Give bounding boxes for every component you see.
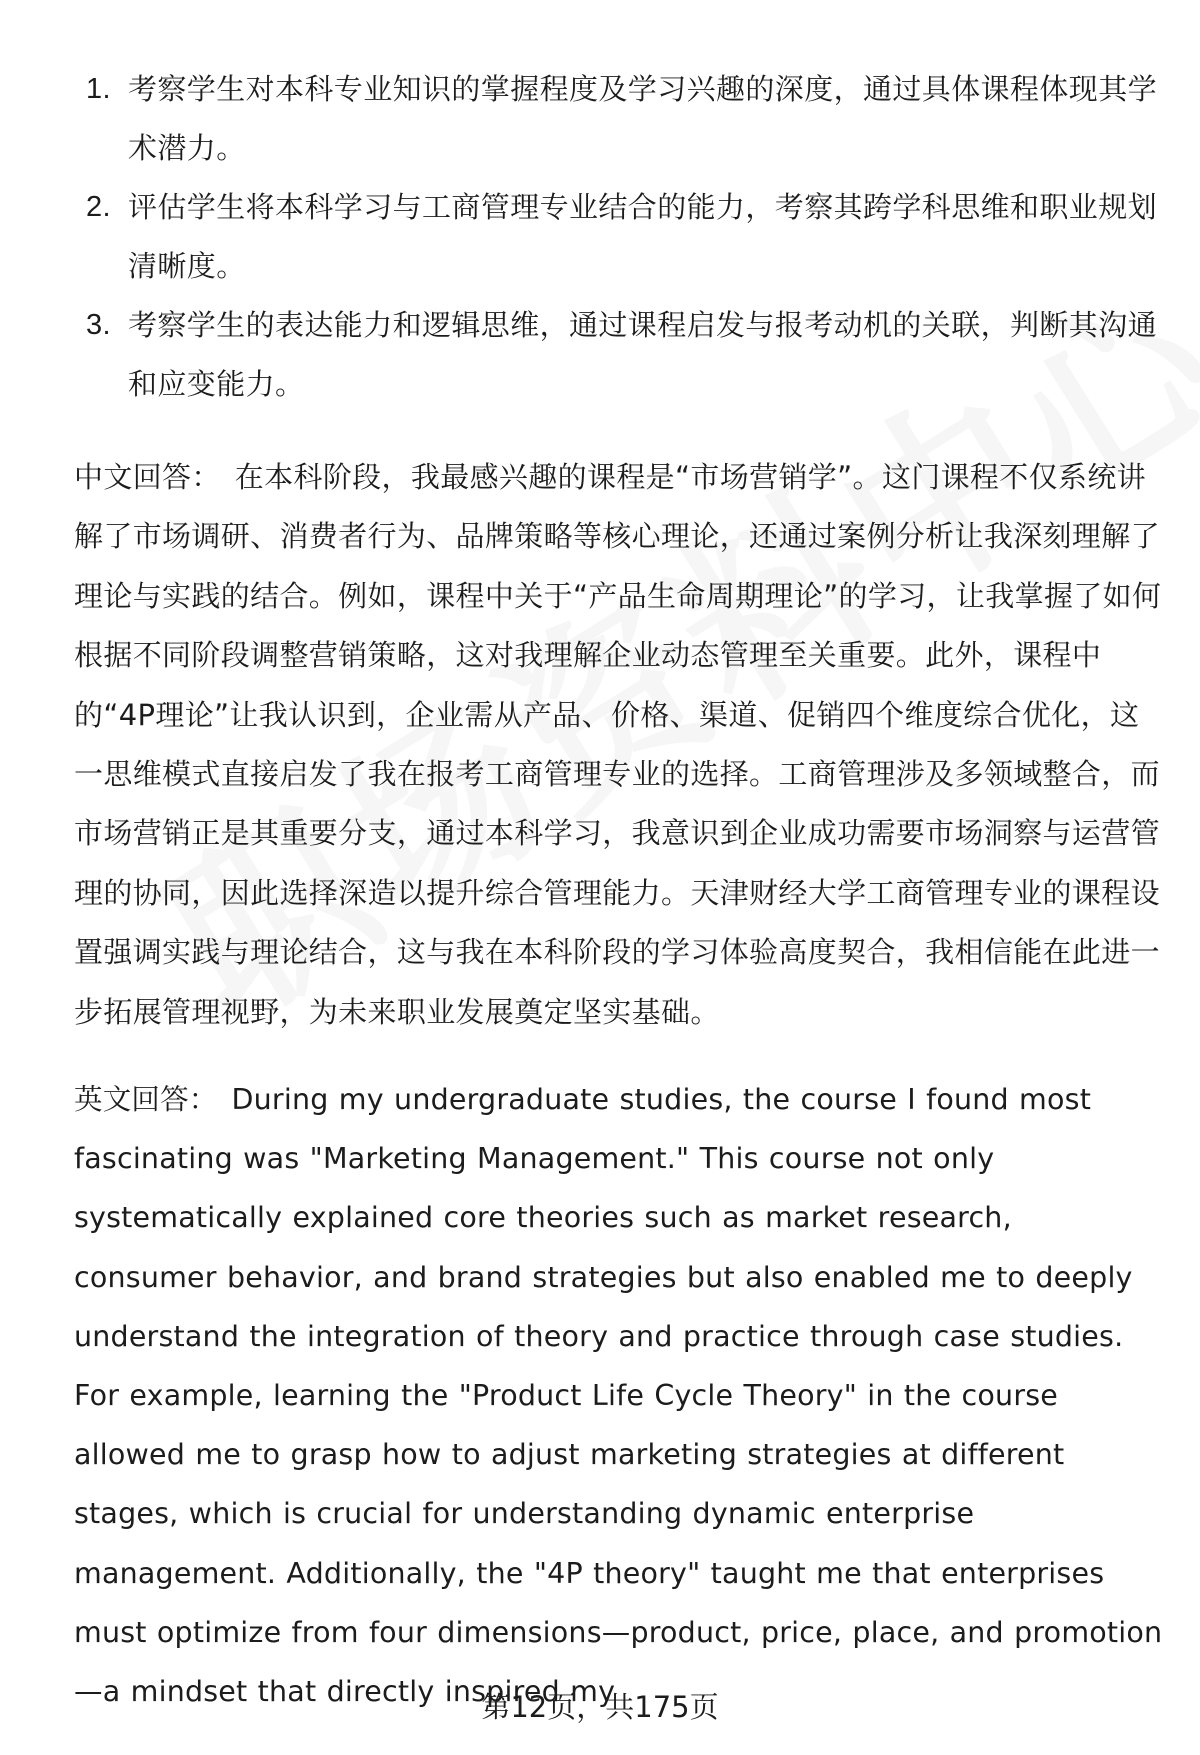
chinese-answer-label: 中文回答： [74,460,221,494]
list-item-number: 3. [86,309,111,341]
list-item-number: 1. [86,73,111,105]
chinese-answer-text: 在本科阶段，我最感兴趣的课程是“市场营销学”。这门课程不仅系统讲解了市场调研、消费者行为、品牌策略等核心理论，还通过案例分析让我深刻理解了理论与实践的结合。例如，课程中关于“产品生命周期理论”的学习，让我掌握了如何根据不同阶段调整营销策略，这对我理解企业动态管理至关重要。此外，课程中的“4P理论”让我认识到，企业需从产品、价格、渠道、促销四个维度综合优化，这一思维模式直接启发了我在报考工商管理专业的选择。工商管理涉及多领域整合，而市场营销正是其重要分支，通过本科学习，我意识到企业成功需要市场洞察与运营管理的协同，因此选择深造以提升综合管理能力。天津财经大学工商管理专业的课程设置强调实践与理论结合，这与我在本科阶段的学习体验高度契合，我相信能在此进一步拓展管理视野，为未来职业发展奠定坚实基础。 [74,460,1162,1029]
english-answer-label: 英文回答： [74,1083,218,1116]
list-item [74,60,1164,178]
chinese-answer-paragraph [74,448,1164,1042]
list-item-number: 2. [86,191,111,223]
english-answer-text: During my undergraduate studies, the course I found most fascinating was "Marketing Management." This course not only systematically explained core theories such as market research, consumer behavior, and brand strategies but also enabled me to deeply understand the integration of theory and practice through case studies. For example, learning the "Product Life Cycle Theory" in the course allowed me to grasp how to adjust marketing strategies at different stages, which is crucial for understanding dynamic enterprise management. Additionally, the "4P theory" taught me that enterprises must optimize from four dimensions—product, price, place, and promotion—a mindset that directly inspired my [74,1083,1163,1709]
list-item [74,178,1164,296]
list-item-text: 考察学生对本科专业知识的掌握程度及学习兴趣的深度，通过具体课程体现其学术潜力。 [128,72,1158,165]
list-item-text: 考察学生的表达能力和逻辑思维，通过课程启发与报考动机的关联，判断其沟通和应变能力。 [128,308,1158,401]
list-item-text: 评估学生将本科学习与工商管理专业结合的能力，考察其跨学科思维和职业规划清晰度。 [128,190,1158,283]
evaluation-points-list [74,60,1164,414]
english-answer-paragraph [74,1070,1164,1721]
page-number-footer: 第12页，共175页 [481,1690,719,1724]
list-item [74,296,1164,414]
